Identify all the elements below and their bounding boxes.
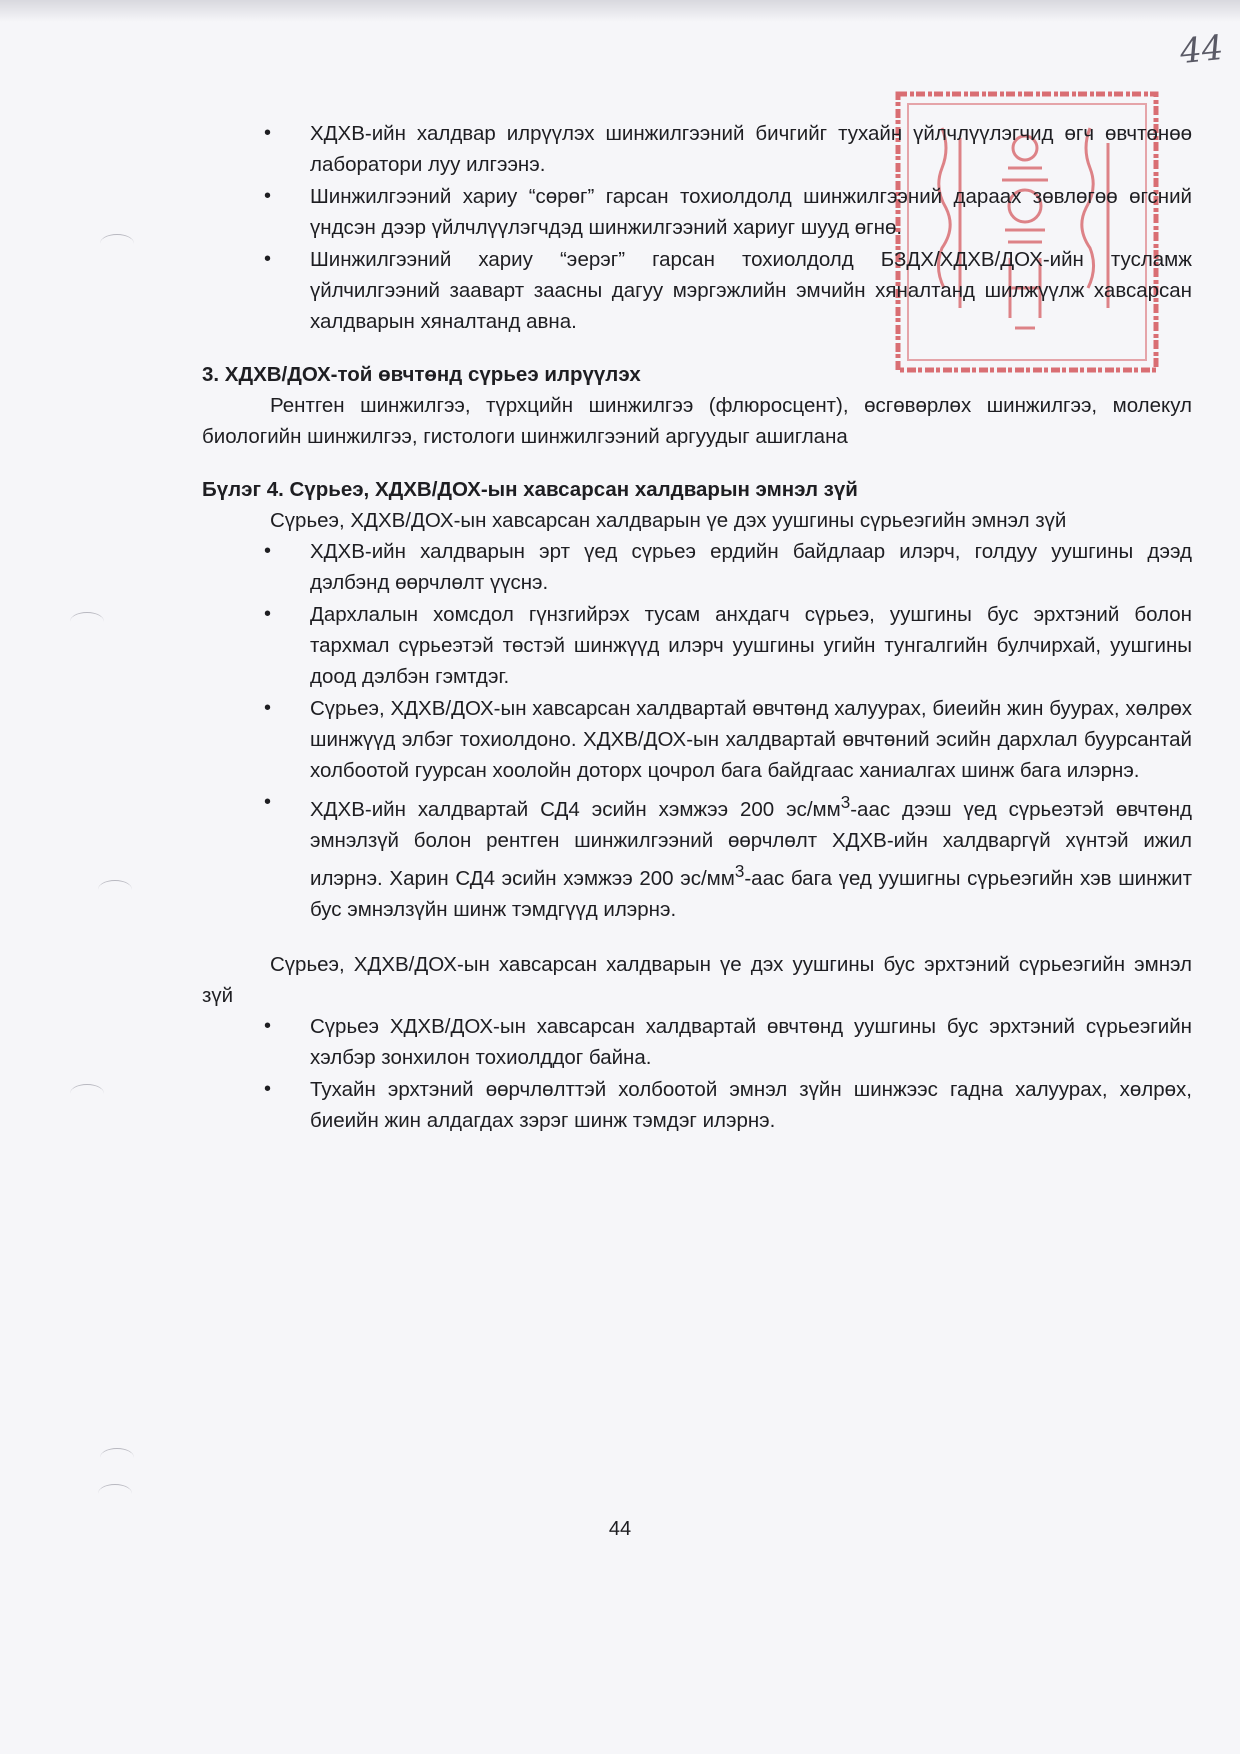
section-3-paragraph: Рентген шинжилгээ, түрхцийн шинжилгээ (флюросцент), өсгөвөрлөх шинжилгээ, молекул биологийн шинжилгээ, гистологи шинжилгээний аргуудыг ашиглана: [202, 394, 1192, 448]
superscript: 3: [840, 793, 851, 812]
cd4-text-part2: -аас дээш үед сүрьеэтэй өвчтөнд эмнэлзүй болон рентген шинжилгээний өөрчлөлт ХДХВ-ийн халдваргүй хүнтэй ижил илэрнэ. Харин СД4 эсийн хэмжээ 200 эс/мм: [310, 797, 1192, 890]
section-3-heading: 3. ХДХВ/ДОХ-той өвчтөнд сүрьеэ илрүүлэх: [202, 363, 641, 386]
list-item: • Сүрьеэ ХДХВ/ДОХ-ын хавсарсан халдвартай өвчтөнд уушгины бус эрхтэний сүрьеэгийн хэлбэр зонхилон тохиолддог байна.: [202, 1011, 1192, 1073]
chapter-4-heading: Бүлэг 4. Сүрьеэ, ХДХВ/ДОХ-ын хавсарсан халдварын эмнэл зүй: [202, 478, 858, 501]
list-item: • Шинжилгээний хариу “сөрөг” гарсан тохиолдолд шинжилгээний дараах зөвлөгөө өгсний үндсэн дээр үйлчлүүлэгчдэд шинжилгээний хариуг шууд өгнө.: [202, 181, 1192, 243]
list-item: • Дархлалын хомсдол гүнзгийрэх тусам анхдагч сүрьеэ, уушгины бус эрхтэний болон тархмал сүрьеэтэй төстэй шинжүүд илэрч уушгины угийн тунгалгийн булчирхай, уушгины доод дэлбэн гэмтдэг.: [202, 599, 1192, 692]
extrapulmonary-bullet-list: [202, 1011, 1192, 1136]
list-item: • Шинжилгээний хариу “эерэг” гарсан тохиолдолд БЗДХ/ХДХВ/ДОХ-ийн тусламж үйлчилгээний зааварт заасны дагуу мэргэжлийн эмчийн хяналтанд шилжүүлж хавсарсан халдварын хяналтанд авна.: [202, 244, 1192, 337]
list-item-cd4: [202, 787, 1192, 925]
list-item: • ХДХВ-ийн халдвар илрүүлэх шинжилгээний бичгийг тухайн үйлчлүүлэгчид өгч өвчтөнөө лаборатори луу илгээнэ.: [202, 118, 1192, 180]
intro-bullet-list: [202, 118, 1192, 337]
cd4-text-part3: -аас бага үед уушигны сүрьеэгийн хэв шинжит бус эмнэлзүйн шинж тэмдгүүд илэрнэ.: [310, 866, 1192, 921]
chapter-4-subheading-pulmonary: Сүрьеэ, ХДХВ/ДОХ-ын хавсарсан халдварын үе дэх уушгины сүрьеэгийн эмнэл зүй: [270, 509, 1067, 532]
document-body: [202, 118, 1192, 1137]
pulmonary-bullet-list: [202, 536, 1192, 925]
superscript: 3: [734, 861, 745, 881]
list-item: • Тухайн эрхтэний өөрчлөлттэй холбоотой эмнэл зүйн шинжээс гадна халуурах, хөлрөх, биеийн жин алдагдах зэрэг шинж тэмдэг илэрнэ.: [202, 1074, 1192, 1136]
page-number: 44: [608, 1518, 632, 1540]
list-item: • Сүрьеэ, ХДХВ/ДОХ-ын хавсарсан халдвартай өвчтөнд халуурах, биеийн жин буурах, хөлрөх шинжүүд элбэг тохиолдоно. ХДХВ/ДОХ-ын халдвартай өвчтөний эсийн дархлал буурсантай холбоотой гуурсан хоолойн доторх цочрол бага байдгаас ханиалгах шинж бага илэрнэ.: [202, 693, 1192, 786]
chapter-4-subheading-extrapulmonary: Сүрьеэ, ХДХВ/ДОХ-ын хавсарсан халдварын үе дэх уушгины бус эрхтэний сүрьеэгийн эмнэл зүй: [202, 952, 1192, 1007]
handwritten-page-mark: 44: [1178, 27, 1226, 73]
list-item: • ХДХВ-ийн халдварын эрт үед сүрьеэ ердийн байдлаар илэрч, голдуу уушгины дээд дэлбэнд өөрчлөлт үүснэ.: [202, 536, 1192, 598]
scan-edge-shadow: [0, 0, 1240, 22]
cd4-text-part1: ХДХВ-ийн халдвартай СД4 эсийн хэмжээ 200 эс/мм: [310, 797, 841, 821]
